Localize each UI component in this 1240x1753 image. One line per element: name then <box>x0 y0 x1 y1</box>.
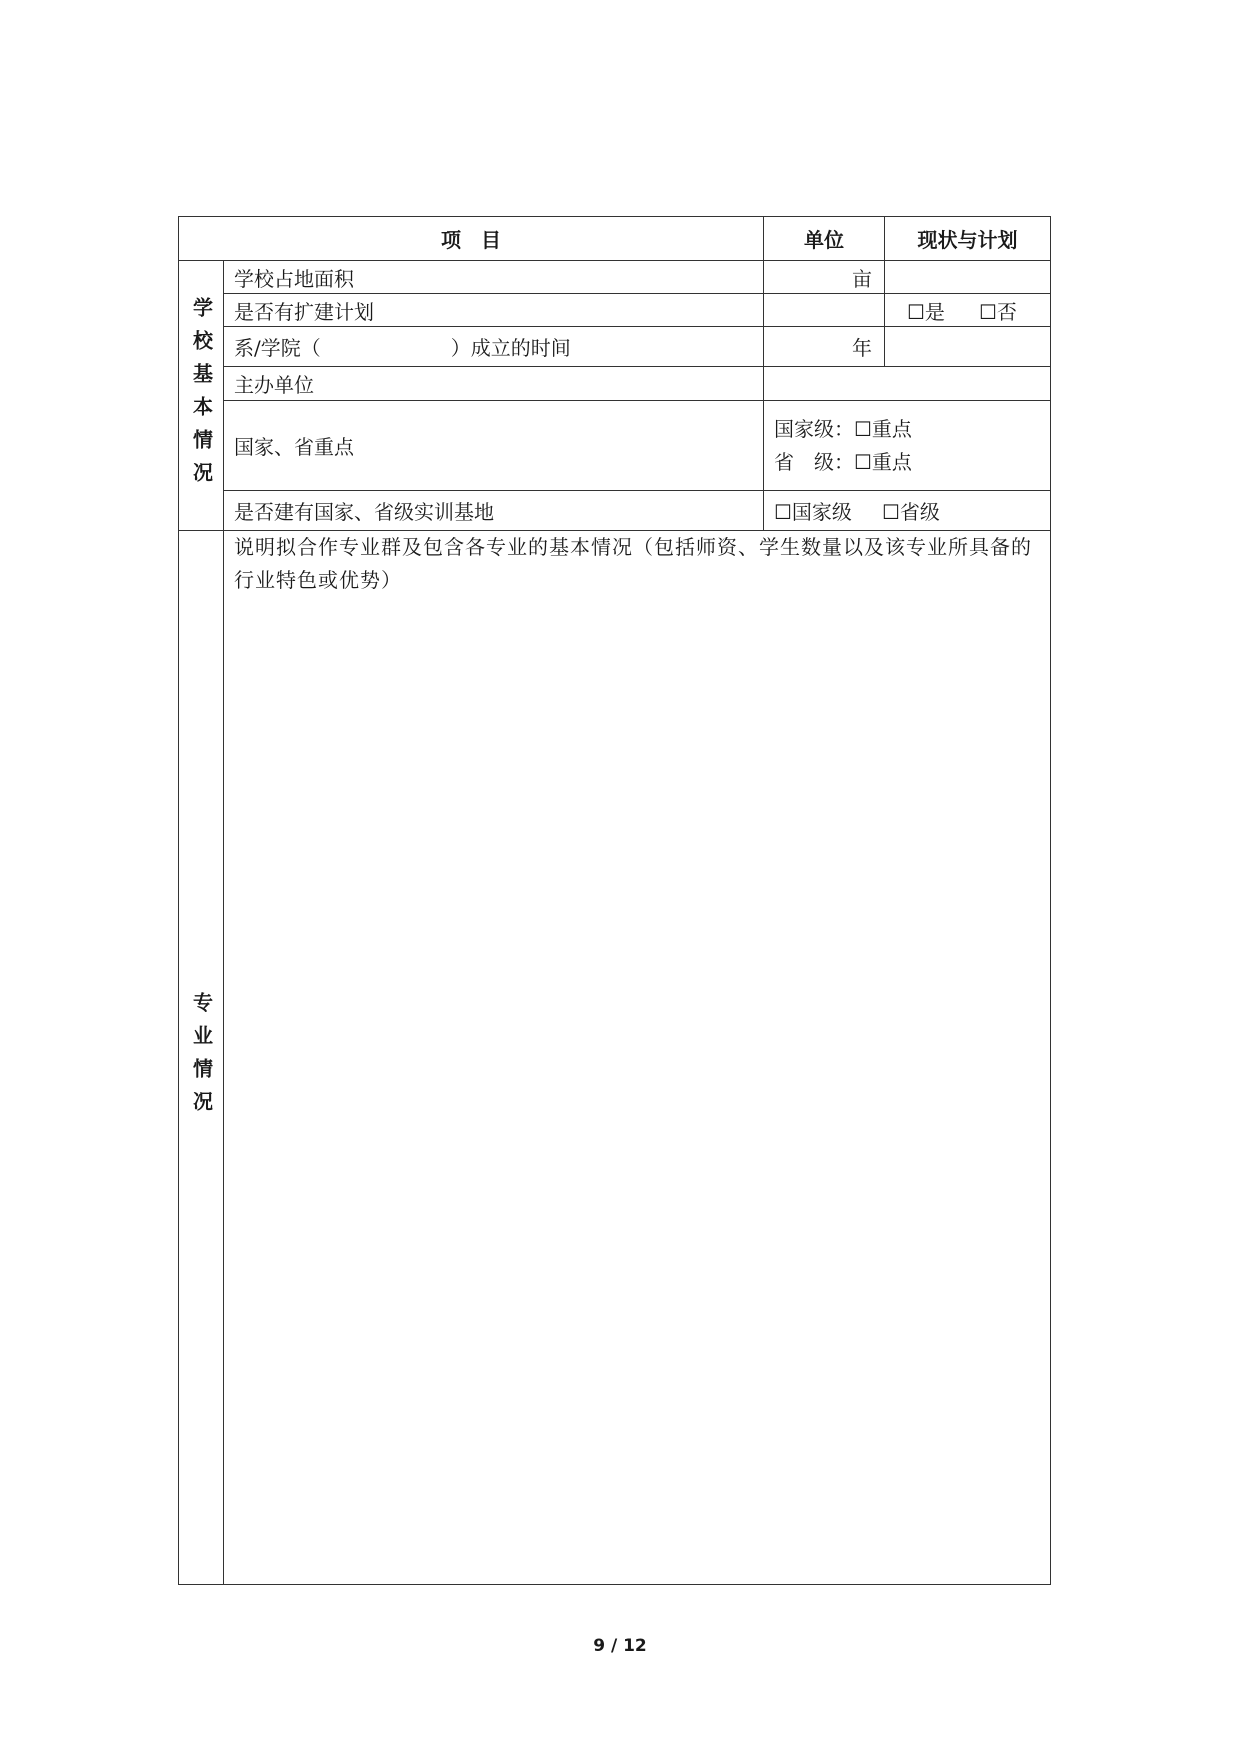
row-sponsor <box>179 367 1051 401</box>
expand-options <box>885 294 1051 327</box>
province-prefix: 省 级： <box>774 449 854 474</box>
section-major-label <box>179 531 224 1585</box>
key-options <box>764 401 1051 491</box>
section-school-text: 学校基本情况 <box>189 296 214 495</box>
header-item: 项 目 <box>179 217 764 261</box>
section-major-text: 专业情况 <box>189 991 214 1124</box>
expand-yes-checkbox[interactable]: ☐是 <box>907 299 945 324</box>
base-options <box>764 491 1051 531</box>
row-expand <box>179 294 1051 327</box>
dept-unit: 年 <box>764 327 885 367</box>
dept-label <box>224 327 764 367</box>
area-value[interactable] <box>885 261 1051 294</box>
dept-value[interactable] <box>885 327 1051 367</box>
sponsor-value[interactable] <box>764 367 1051 401</box>
row-dept <box>179 327 1051 367</box>
sponsor-label: 主办单位 <box>224 367 764 401</box>
national-key-checkbox[interactable]: ☐重点 <box>854 416 912 441</box>
header-unit: 单位 <box>764 217 885 261</box>
school-info-form <box>178 216 1051 1585</box>
row-base <box>179 491 1051 531</box>
row-key <box>179 401 1051 491</box>
major-description-cell[interactable] <box>224 531 1051 1585</box>
header-row <box>179 217 1051 261</box>
section-school-label <box>179 261 224 531</box>
expand-label: 是否有扩建计划 <box>224 294 764 327</box>
province-level-line <box>774 446 1040 479</box>
dept-suffix: ）成立的时间 <box>450 336 571 360</box>
base-province-checkbox[interactable]: ☐省级 <box>881 500 940 524</box>
base-label: 是否建有国家、省级实训基地 <box>224 491 764 531</box>
header-status: 现状与计划 <box>885 217 1051 261</box>
row-major <box>179 531 1051 1585</box>
major-description: 说明拟合作专业群及包含各专业的基本情况（包括师资、学生数量以及该专业所具备的行业特色或优势） <box>234 535 1032 592</box>
base-national-checkbox[interactable]: ☐国家级 <box>774 500 852 524</box>
area-unit: 亩 <box>764 261 885 294</box>
national-level-line <box>774 413 1040 446</box>
expand-unit <box>764 294 885 327</box>
row-area <box>179 261 1051 294</box>
key-label: 国家、省重点 <box>224 401 764 491</box>
area-label: 学校占地面积 <box>224 261 764 294</box>
dept-prefix: 系/学院（ <box>234 336 321 360</box>
expand-no-checkbox[interactable]: ☐否 <box>978 299 1017 324</box>
page-number: 9 / 12 <box>593 1636 647 1656</box>
national-prefix: 国家级： <box>774 416 854 441</box>
province-key-checkbox[interactable]: ☐重点 <box>854 449 912 474</box>
